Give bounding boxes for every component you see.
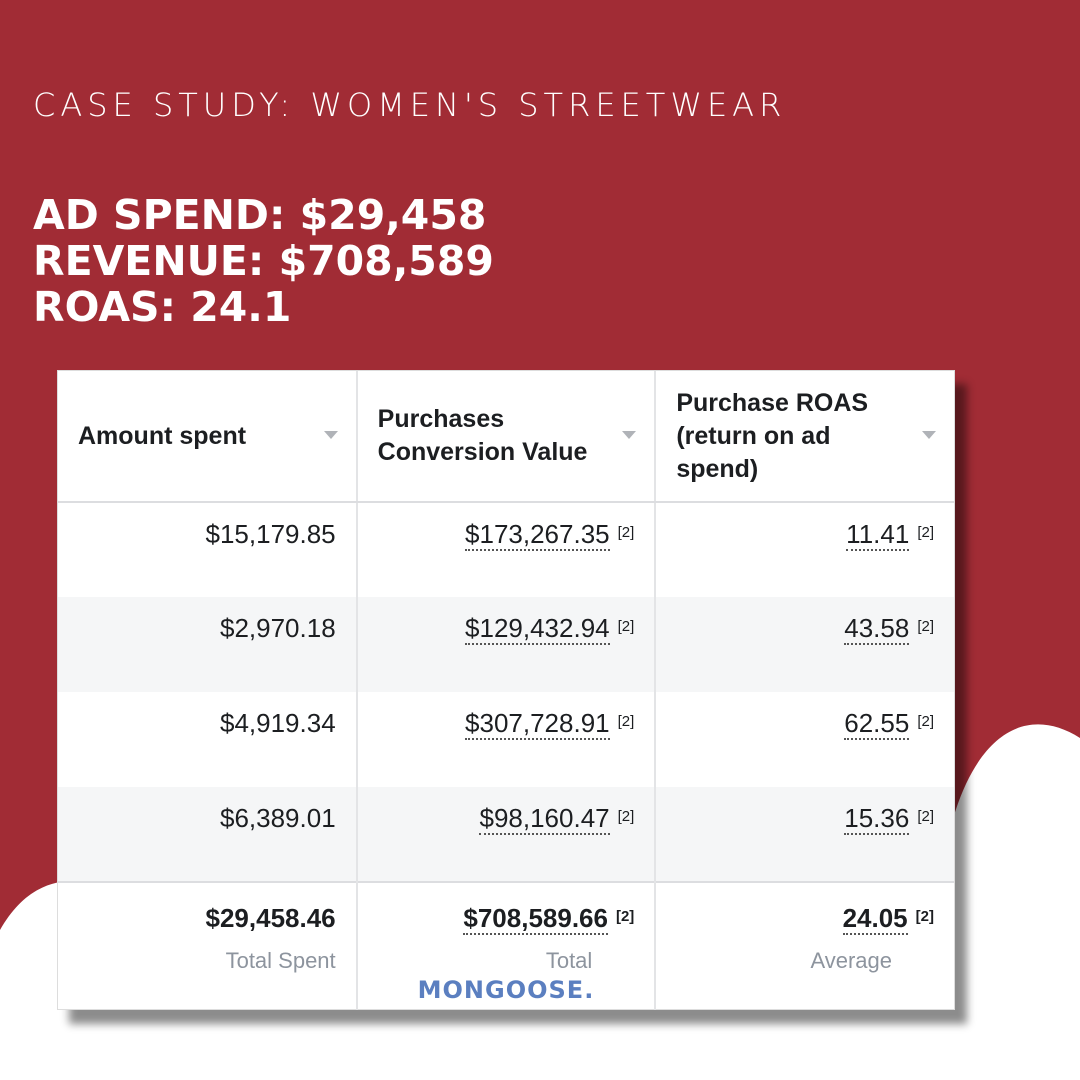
ad-spend-stat: AD SPEND: $29,458 [33, 191, 487, 239]
value-link[interactable]: $173,267.35 [465, 519, 610, 549]
footnote: [2] [917, 618, 934, 635]
amount-cell: $4,919.34 [58, 692, 357, 787]
header-label: Amount spent [78, 421, 247, 450]
total-value[interactable]: $708,589.66 [463, 903, 608, 933]
value-link[interactable]: $98,160.47 [479, 803, 610, 833]
case-study-title: CASE STUDY: WOMEN'S STREETWEAR [33, 86, 787, 124]
footnote: [2] [617, 808, 635, 825]
roas-cell [655, 692, 954, 787]
average-roas-label: Average [810, 948, 892, 973]
value-cell [357, 597, 656, 692]
sort-caret-icon[interactable] [622, 431, 636, 439]
footnote: [2] [917, 524, 934, 541]
column-header-conversion-value[interactable] [357, 371, 656, 502]
amount-cell: $6,389.01 [58, 787, 357, 882]
roas-cell [655, 597, 954, 692]
mongoose-logo: MONGOOSE. [417, 976, 595, 1004]
average-roas-value[interactable]: 24.05 [842, 903, 908, 933]
footnote: [2] [617, 524, 635, 541]
table-row [58, 787, 954, 882]
value-cell [357, 502, 656, 597]
footnote: [2] [617, 713, 635, 730]
totals-row [58, 882, 954, 1010]
table-row [58, 502, 954, 597]
value-link[interactable]: $129,432.94 [465, 613, 610, 643]
roas-link[interactable]: 43.58 [844, 613, 910, 643]
value-cell [357, 787, 656, 882]
header-label: Purchases Conversion Value [377, 405, 588, 466]
value-link[interactable]: $307,728.91 [465, 708, 610, 738]
total-spent-value: $29,458.46 [205, 903, 336, 933]
average-roas-cell [655, 882, 954, 1010]
column-header-amount-spent[interactable] [58, 371, 357, 502]
footnote: [2] [617, 618, 635, 635]
sort-caret-icon[interactable] [922, 431, 936, 439]
amount-cell: $15,179.85 [58, 502, 357, 597]
amount-cell: $2,970.18 [58, 597, 357, 692]
revenue-stat: REVENUE: $708,589 [33, 237, 494, 285]
roas-link[interactable]: 11.41 [846, 519, 910, 549]
roas-cell [655, 502, 954, 597]
total-spent-label: Total Spent [225, 948, 336, 973]
value-cell [357, 692, 656, 787]
footnote: [2] [917, 808, 934, 825]
footnote: [2] [917, 713, 934, 730]
table-row [58, 692, 954, 787]
footnote: [2] [615, 908, 635, 925]
headline-stats [33, 192, 494, 330]
sort-caret-icon[interactable] [324, 431, 338, 439]
table-row [58, 597, 954, 692]
total-spent-cell [58, 882, 357, 1010]
header-label: Purchase ROAS (return on ad spend) [676, 388, 869, 483]
roas-link[interactable]: 62.55 [844, 708, 910, 738]
total-value-label: Total [545, 948, 593, 973]
roas-link[interactable]: 15.36 [844, 803, 910, 833]
column-header-roas[interactable] [655, 371, 954, 502]
ads-report-table [57, 370, 955, 1010]
footnote: [2] [915, 908, 934, 925]
total-value-cell [357, 882, 656, 1010]
roas-cell [655, 787, 954, 882]
roas-stat: ROAS: 24.1 [33, 283, 292, 331]
